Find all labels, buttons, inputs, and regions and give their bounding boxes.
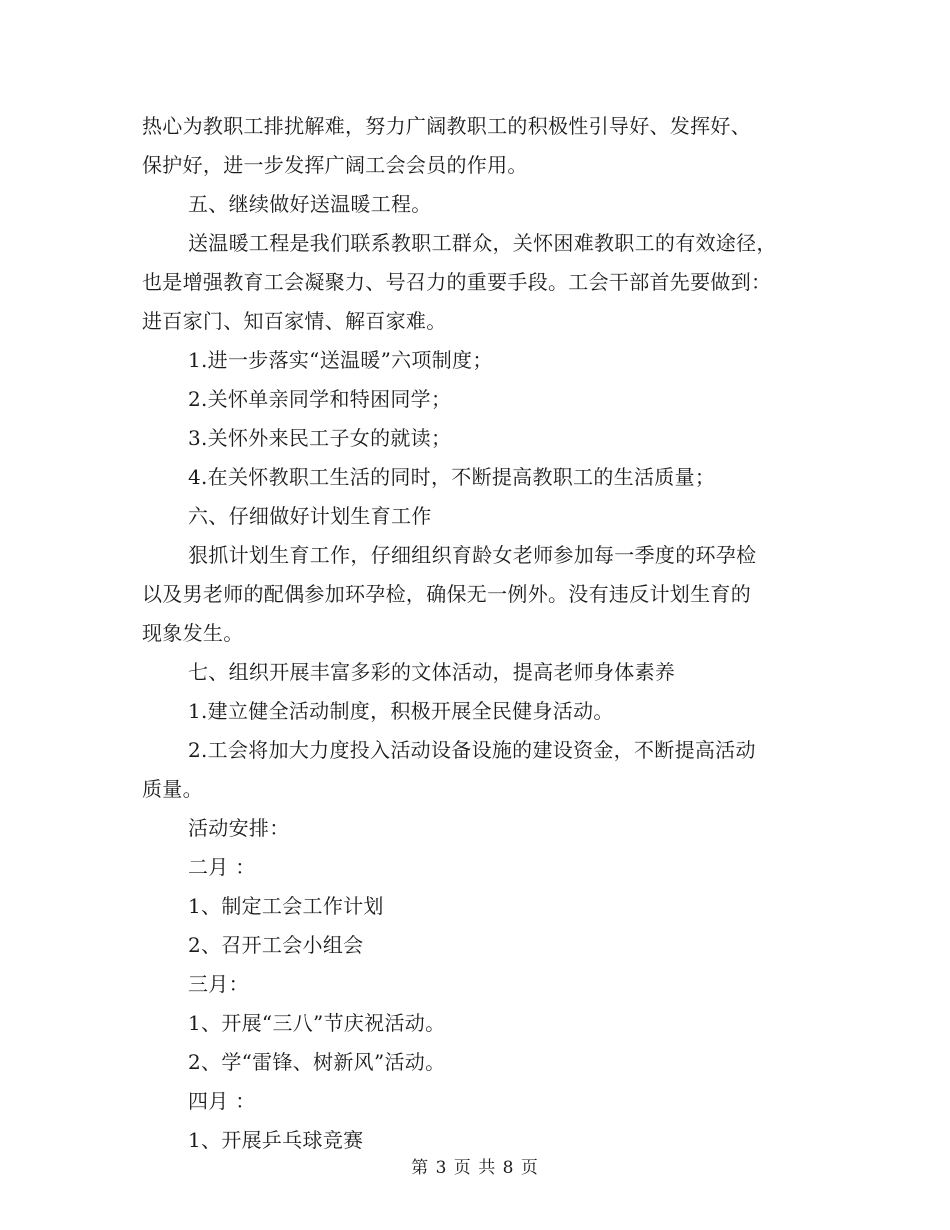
text-line: 现象发生。 [142,621,244,645]
list-item: 4.在关怀教职工生活的同时，不断提高教职工的生活质量； [188,465,716,489]
list-item: 1.建立健全活动制度，积极开展全民健身活动。 [188,699,614,723]
month-heading: 三月： [188,972,249,996]
list-item: 1、开展“三八”节庆祝活动。 [188,1011,446,1035]
list-item: 3.关怀外来民工子女的就读； [188,426,452,450]
list-item: 1、开展乒乓球竞赛 [188,1128,364,1152]
document-body [142,107,812,1160]
list-item: 2.关怀单亲同学和特困同学； [188,387,452,411]
list-item: 1.进一步落实“送温暖”六项制度； [188,348,493,372]
text-line: 质量。 [142,777,203,801]
text-line: 也是增强教育工会凝聚力、号召力的重要手段。工会干部首先要做到： [142,270,772,294]
section-heading-6: 六、仔细做好计划生育工作 [188,504,432,528]
page-number-footer: 第 3 页 共 8 页 [411,1158,539,1178]
text-line: 送温暖工程是我们联系教职工群众，关怀困难教职工的有效途径， [188,231,777,255]
schedule-heading: 活动安排： [188,816,290,840]
month-heading: 四月 ： [188,1089,256,1113]
text-line: 以及男老师的配偶参加环孕检，确保无一例外。没有违反计划生育的 [142,582,751,606]
list-item: 2.工会将加大力度投入活动设备设施的建设资金，不断提高活动 [188,738,756,762]
text-line: 进百家门、知百家情、解百家难。 [142,309,447,333]
list-item: 2、学“雷锋、树新风”活动。 [188,1050,446,1074]
month-heading: 二月 ： [188,855,256,879]
text-line: 狠抓计划生育工作，仔细组织育龄女老师参加每一季度的环孕检 [188,543,757,567]
list-item: 2、召开工会小组会 [188,933,364,957]
section-heading-7: 七、组织开展丰富多彩的文体活动，提高老师身体素养 [188,660,676,684]
text-line: 热心为教职工排扰解难，努力广阔教职工的积极性引导好、发挥好、 [142,114,751,138]
list-item: 1、制定工会工作计划 [188,894,384,918]
section-heading-5: 五、继续做好送温暖工程。 [188,192,432,216]
text-line: 保护好，进一步发挥广阔工会会员的作用。 [142,153,528,177]
